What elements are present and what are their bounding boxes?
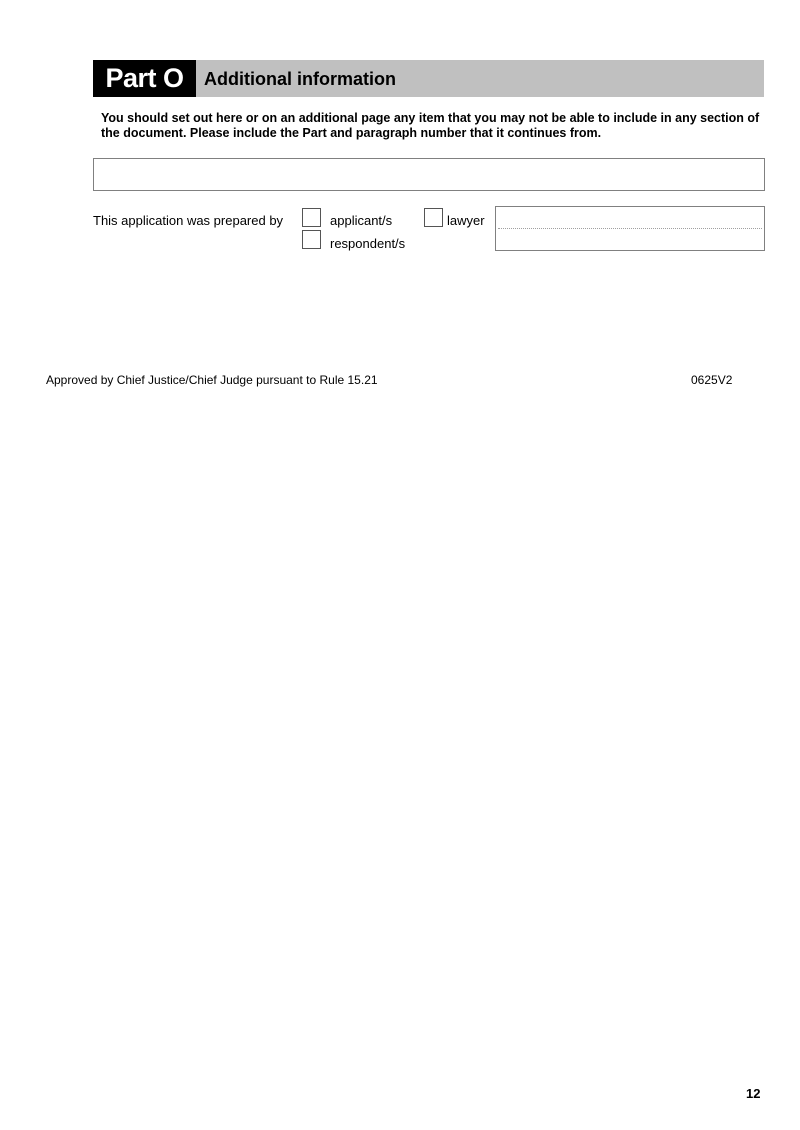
- lawyer-checkbox[interactable]: [424, 208, 443, 227]
- applicant-label: applicant/s: [330, 213, 393, 228]
- part-label: Part O: [93, 60, 196, 97]
- instructions-text: You should set out here or on an additional page any item that you may not be able to include in any section of the document. Please include the Part and paragraph number that it continues from.: [101, 111, 760, 140]
- name-field-divider: [498, 228, 762, 229]
- lawyer-label: lawyer: [447, 213, 485, 228]
- part-title: Additional information: [204, 69, 396, 89]
- preparer-name-field[interactable]: [495, 206, 765, 251]
- prepared-by-label: This application was prepared by: [93, 213, 284, 228]
- respondent-label: respondent/s: [330, 236, 406, 251]
- part-header: [93, 60, 764, 97]
- additional-information-field[interactable]: [93, 158, 765, 191]
- form-code: 0625V2: [691, 373, 733, 387]
- page-number: 12: [746, 1086, 761, 1101]
- respondent-checkbox[interactable]: [302, 230, 321, 249]
- applicant-checkbox[interactable]: [302, 208, 321, 227]
- approval-note: Approved by Chief Justice/Chief Judge pursuant to Rule 15.21: [46, 373, 378, 387]
